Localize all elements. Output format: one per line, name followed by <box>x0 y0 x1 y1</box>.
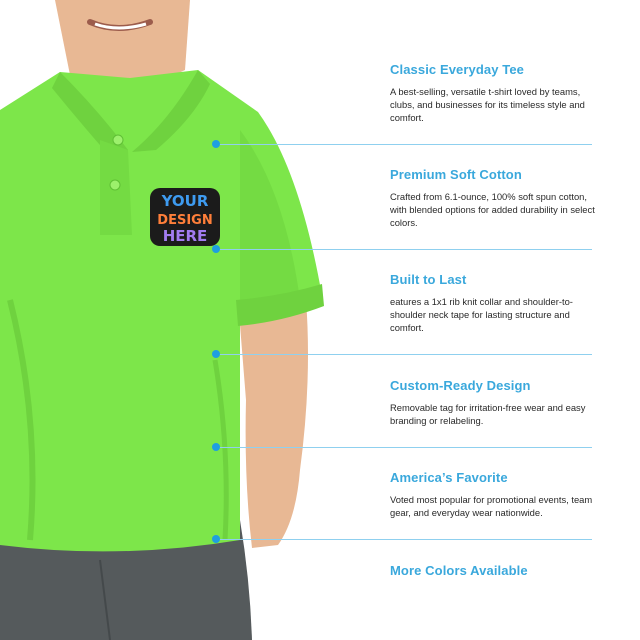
feature-title: Built to Last <box>390 272 467 287</box>
svg-text:DESIGN: DESIGN <box>157 213 213 228</box>
leader-line-5 <box>216 539 592 540</box>
feature-americas-favorite <box>390 470 605 519</box>
leader-line-1 <box>216 144 592 145</box>
feature-title: Premium Soft Cotton <box>390 167 522 182</box>
feature-description: Crafted from 6.1-ounce, 100% soft spun cotton, with blended options for added durability in select colors. <box>390 191 595 228</box>
feature-more-colors-available <box>390 563 605 586</box>
feature-description: Voted most popular for promotional events, team gear, and everyday wear nationwide. <box>390 494 593 518</box>
button-top <box>113 135 123 145</box>
dot-5 <box>212 535 220 543</box>
svg-text:YOUR: YOUR <box>161 192 209 210</box>
button-bottom <box>110 180 120 190</box>
dot-1 <box>212 140 220 148</box>
dot-4 <box>212 443 220 451</box>
arm <box>238 300 308 548</box>
feature-description: Removable tag for irritation-free wear and easy branding or relabeling. <box>390 402 586 426</box>
feature-description: eatures a 1x1 rib knit collar and shoulder-to-shoulder neck tape for lasting structure and comfort. <box>390 296 573 333</box>
feature-custom-ready-design <box>390 378 605 427</box>
dot-2 <box>212 245 220 253</box>
leader-line-3 <box>216 354 592 355</box>
feature-title: Custom-Ready Design <box>390 378 531 393</box>
feature-classic-everyday-tee <box>390 62 605 124</box>
your-design-here-logo <box>150 188 220 246</box>
feature-premium-soft-cotton <box>390 167 605 229</box>
leader-line-4 <box>216 447 592 448</box>
feature-title: America’s Favorite <box>390 470 508 485</box>
feature-description: A best-selling, versatile t-shirt loved by teams, clubs, and businesses for its timeless style and comfort. <box>390 86 585 123</box>
feature-built-to-last <box>390 272 605 334</box>
feature-title: Classic Everyday Tee <box>390 62 525 77</box>
feature-title: More Colors Available <box>390 563 528 578</box>
svg-text:HERE: HERE <box>162 227 208 245</box>
dot-3 <box>212 350 220 358</box>
leader-line-2 <box>216 249 592 250</box>
